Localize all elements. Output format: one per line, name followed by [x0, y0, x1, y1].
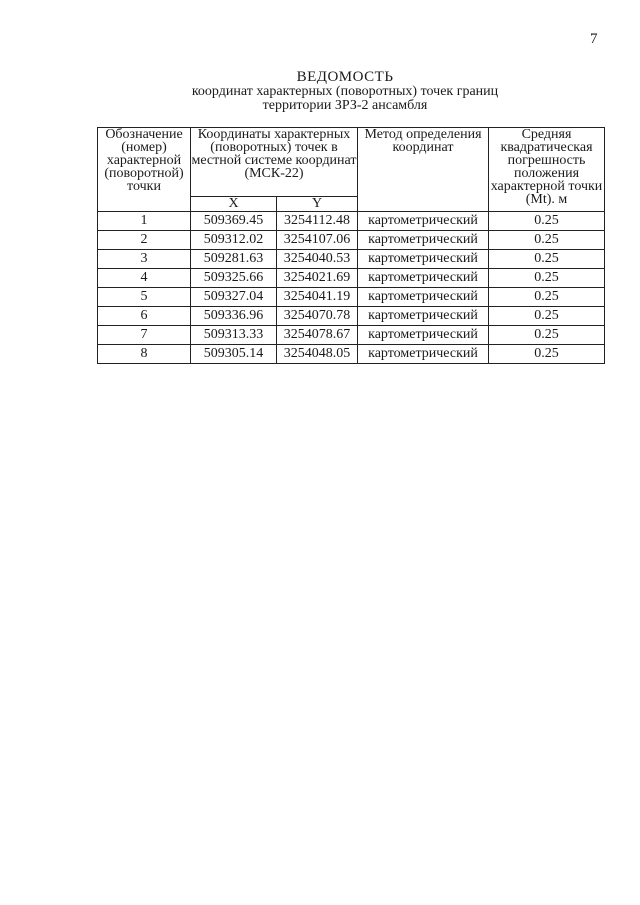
- table-row: [98, 288, 605, 307]
- method: картометрический: [358, 326, 489, 345]
- table-body: [98, 212, 605, 364]
- title-line-1: координат характерных (поворотных) точек границ: [191, 84, 499, 99]
- table-row: [98, 269, 605, 288]
- point-number: 5: [98, 288, 191, 307]
- table-row: [98, 345, 605, 364]
- header-error: Средняя квадратическая погрешность положения характерной точки (Mt). м: [489, 128, 605, 212]
- point-number: 6: [98, 307, 191, 326]
- mt-error: 0.25: [489, 250, 605, 269]
- coord-x: 509369.45: [191, 212, 277, 231]
- mt-error: 0.25: [489, 307, 605, 326]
- method: картометрический: [358, 307, 489, 326]
- mt-error: 0.25: [489, 345, 605, 364]
- mt-error: 0.25: [489, 212, 605, 231]
- point-number: 2: [98, 231, 191, 250]
- coord-x: 509336.96: [191, 307, 277, 326]
- table-row: [98, 231, 605, 250]
- mt-error: 0.25: [489, 288, 605, 307]
- header-y: Y: [277, 197, 358, 212]
- table-row: [98, 250, 605, 269]
- title-line-2: территории ЗРЗ-2 ансамбля: [262, 98, 428, 113]
- point-number: 8: [98, 345, 191, 364]
- coord-y: 3254040.53: [277, 250, 358, 269]
- coord-y: 3254041.19: [277, 288, 358, 307]
- coord-x: 509325.66: [191, 269, 277, 288]
- method: картометрический: [358, 250, 489, 269]
- title-main: ВЕДОМОСТЬ: [296, 69, 394, 85]
- mt-error: 0.25: [489, 269, 605, 288]
- method: картометрический: [358, 288, 489, 307]
- coord-y: 3254048.05: [277, 345, 358, 364]
- method: картометрический: [358, 269, 489, 288]
- coord-y: 3254078.67: [277, 326, 358, 345]
- coord-y: 3254021.69: [277, 269, 358, 288]
- method: картометрический: [358, 345, 489, 364]
- coord-x: 509313.33: [191, 326, 277, 345]
- coord-y: 3254070.78: [277, 307, 358, 326]
- table-row: [98, 212, 605, 231]
- coord-x: 509305.14: [191, 345, 277, 364]
- mt-error: 0.25: [489, 326, 605, 345]
- document-title: [130, 70, 560, 113]
- header-designation: Обозначение (номер) характерной (поворотной) точки: [98, 128, 191, 212]
- coordinates-table: [97, 127, 605, 364]
- point-number: 4: [98, 269, 191, 288]
- page-number: 7: [590, 31, 598, 47]
- point-number: 7: [98, 326, 191, 345]
- header-method: Метод определения координат: [358, 128, 489, 212]
- coord-x: 509281.63: [191, 250, 277, 269]
- coord-y: 3254107.06: [277, 231, 358, 250]
- table-row: [98, 326, 605, 345]
- point-number: 3: [98, 250, 191, 269]
- point-number: 1: [98, 212, 191, 231]
- header-x: X: [191, 197, 277, 212]
- table-row: [98, 307, 605, 326]
- coord-x: 509312.02: [191, 231, 277, 250]
- header-coordinates: Координаты характерных (поворотных) точек в местной системе координат (МСК-22): [191, 128, 358, 197]
- method: картометрический: [358, 231, 489, 250]
- method: картометрический: [358, 212, 489, 231]
- coord-y: 3254112.48: [277, 212, 358, 231]
- coord-x: 509327.04: [191, 288, 277, 307]
- mt-error: 0.25: [489, 231, 605, 250]
